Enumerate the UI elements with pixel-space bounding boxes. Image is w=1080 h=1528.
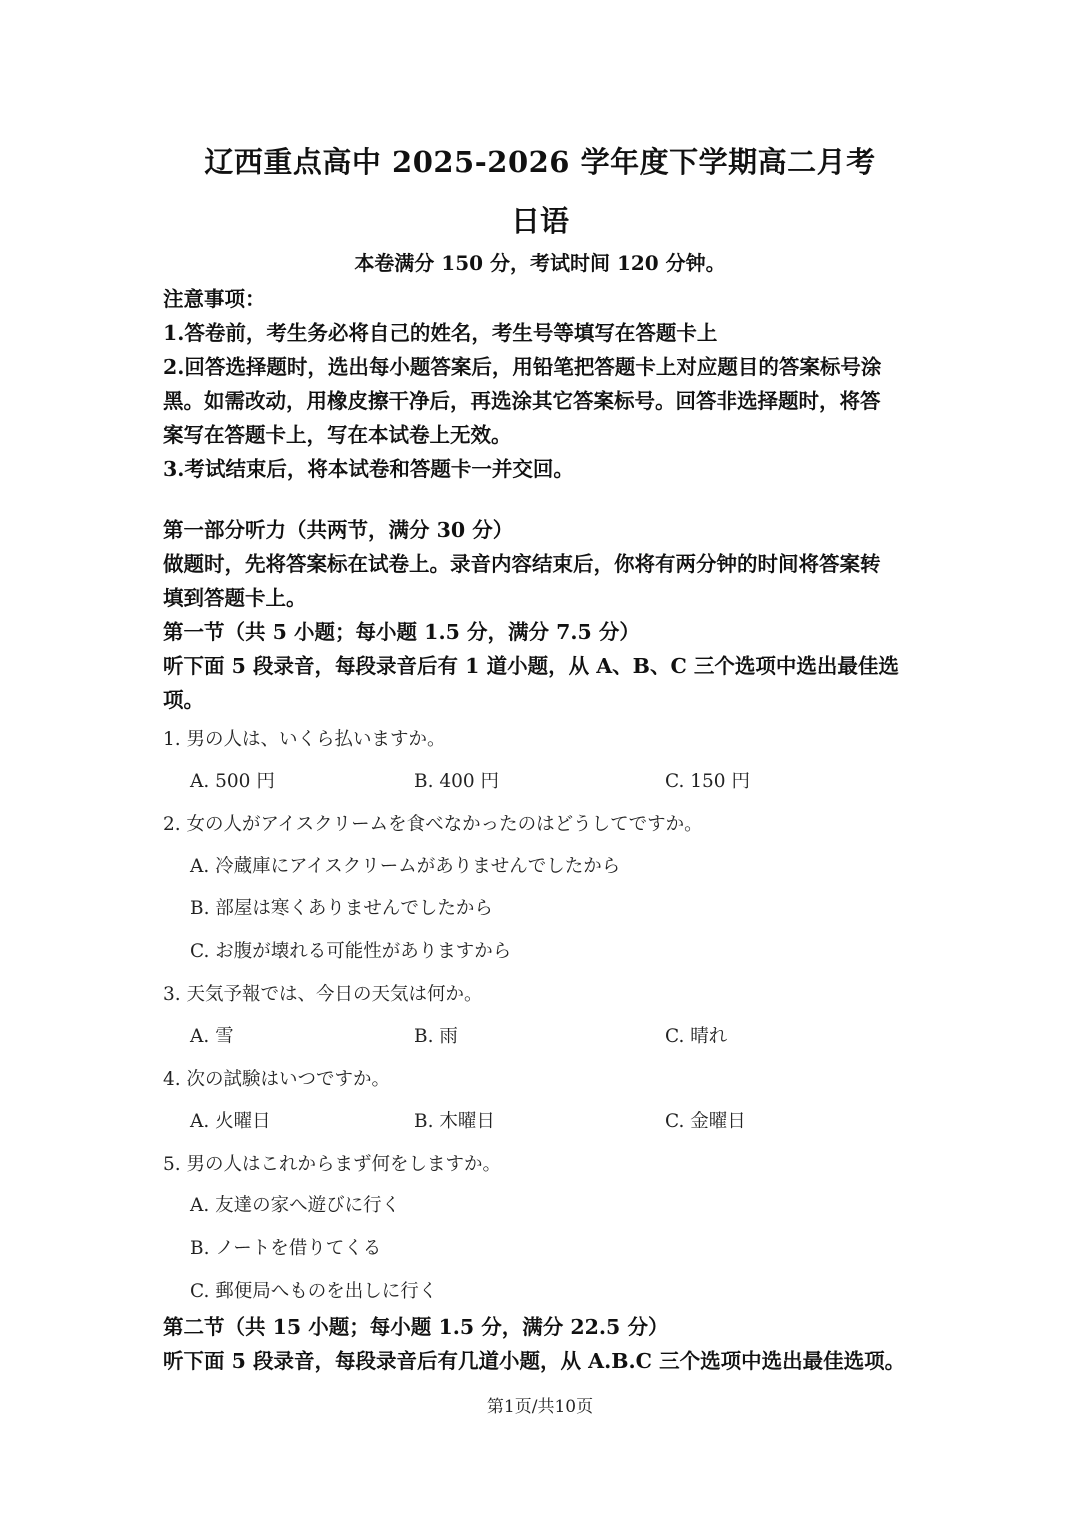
part1-instruction-a: 做题时，先将答案标在试卷上。录音内容结束后，你将有两分钟的时间将答案转	[163, 552, 881, 576]
notice-line-2b: 黑。如需改动，用橡皮擦干净后，再选涂其它答案标号。回答非选择题时，将答	[163, 389, 881, 413]
question-2-option-b: B. 部屋は寒くありませんでしたから	[190, 898, 493, 919]
notice-line-3: 3.考试结束后，将本试卷和答题卡一并交回。	[163, 457, 574, 481]
question-4-stem: 4. 次の試験はいつですか。	[163, 1069, 391, 1090]
question-1-option-b: B. 400 円	[414, 771, 500, 792]
question-5-option-b: B. ノートを借りてくる	[190, 1238, 382, 1259]
notice-line-2a: 2.回答选择题时，选出每小题答案后，用铅笔把答题卡上对应题目的答案标号涂	[163, 355, 882, 379]
question-5-option-c: C. 郵便局へものを出しに行く	[190, 1281, 438, 1302]
part1-instruction-b: 填到答题卡上。	[163, 586, 307, 610]
question-1-option-a: A. 500 円	[190, 771, 275, 792]
question-3-option-c: C. 晴れ	[665, 1026, 728, 1047]
exam-title: 辽西重点高中 2025-2026 学年度下学期高二月考	[204, 145, 876, 179]
question-1-option-c: C. 150 円	[665, 771, 750, 792]
section1-heading: 第一节（共 5 小题；每小题 1.5 分，满分 7.5 分）	[163, 620, 640, 644]
section1-instruction-b: 项。	[163, 688, 204, 712]
notice-line-2c: 案写在答题卡上，写在本试卷上无效。	[163, 423, 512, 447]
question-2-option-a: A. 冷蔵庫にアイスクリームがありませんでしたから	[190, 856, 621, 877]
exam-subject: 日语	[510, 204, 569, 238]
question-2-option-c: C. お腹が壊れる可能性がありますから	[190, 941, 512, 962]
page-number: 第1页/共10页	[486, 1397, 594, 1417]
question-3-option-b: B. 雨	[414, 1026, 458, 1047]
question-3-option-a: A. 雪	[190, 1026, 234, 1047]
section2-heading: 第二节（共 15 小题；每小题 1.5 分，满分 22.5 分）	[163, 1315, 669, 1339]
question-4-option-b: B. 木曜日	[414, 1111, 495, 1132]
question-4-option-a: A. 火曜日	[190, 1111, 271, 1132]
question-4-option-c: C. 金曜日	[665, 1111, 746, 1132]
question-5-stem: 5. 男の人はこれからまず何をしますか。	[163, 1154, 502, 1175]
section2-instruction: 听下面 5 段录音，每段录音后有几道小题，从 A.B.C 三个选项中选出最佳选项。	[163, 1349, 906, 1373]
question-1-stem: 1. 男の人は、いくら払いますか。	[163, 729, 446, 750]
part1-section	[163, 513, 923, 717]
notice-heading: 注意事项：	[163, 287, 266, 311]
part1-heading: 第一部分听力（共两节，满分 30 分）	[163, 518, 514, 542]
question-5-option-a: A. 友達の家へ遊びに行く	[190, 1195, 401, 1216]
question-3-stem: 3. 天気予報では、今日の天気は何か。	[163, 984, 483, 1005]
question-2-stem: 2. 女の人がアイスクリームを食べなかったのはどうしてですか。	[163, 814, 703, 835]
part2-section	[163, 1310, 923, 1378]
notice-section	[163, 282, 923, 486]
exam-info: 本卷满分 150 分，考试时间 120 分钟。	[354, 251, 726, 275]
section1-instruction-a: 听下面 5 段录音，每段录音后有 1 道小题，从 A、B、C 三个选项中选出最佳选	[163, 654, 899, 678]
notice-line-1: 1.答卷前，考生务必将自己的姓名，考生号等填写在答题卡上	[163, 321, 718, 345]
